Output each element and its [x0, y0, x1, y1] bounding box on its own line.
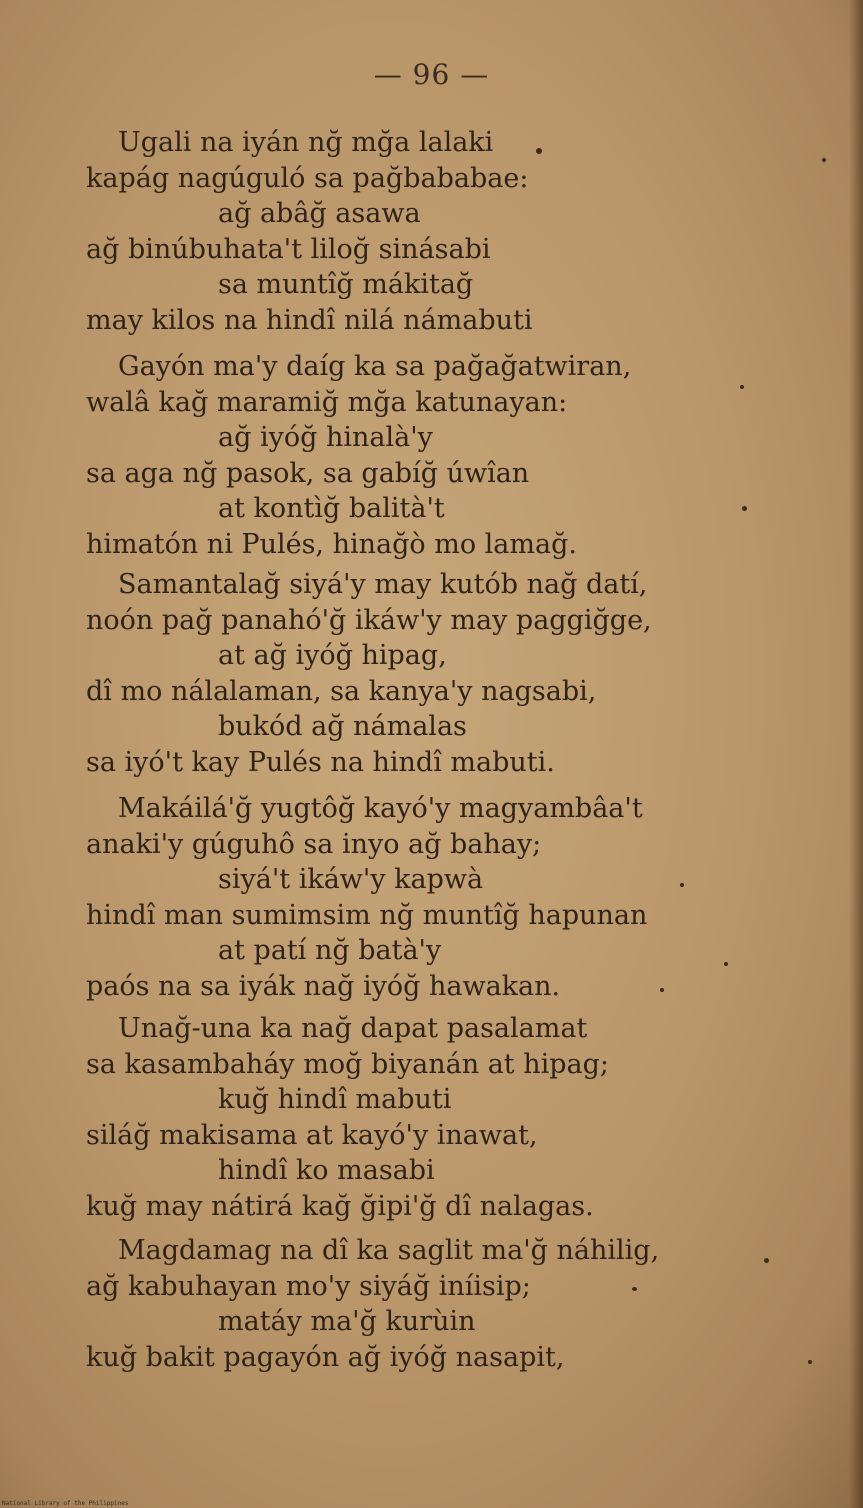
poem-line: ağ kabuhayan mo'y siyáğ iníisip;	[86, 1270, 531, 1302]
poem-line: sa aga nğ pasok, sa gabíğ úwîan	[86, 457, 530, 489]
poem-line: at kontìğ balità't	[218, 493, 445, 524]
poem-line: sa kasambaháy moğ biyanán at hipag;	[86, 1048, 610, 1080]
poem-line: kuğ hindî mabuti	[218, 1084, 452, 1115]
ink-speck	[740, 385, 744, 389]
ink-speck	[632, 1287, 637, 1291]
poem-line: hindî man sumimsim nğ muntîğ hapunan	[86, 899, 648, 931]
ink-speck	[742, 506, 747, 511]
poem-line: himatón ni Pulés, hinağò mo lamağ.	[86, 528, 577, 560]
poem-line: ağ iyóğ hinalà'y	[218, 422, 433, 453]
poem-line: dî mo nálalaman, sa kanya'y nagsabi,	[86, 675, 597, 707]
ink-speck	[822, 158, 826, 162]
poem-line: noón pağ panahó'ğ ikáw'y may paggiğge,	[86, 604, 652, 636]
footer-credit: National Library of the Philippines	[2, 1500, 129, 1507]
poem-line: bukód ağ námalas	[218, 711, 467, 742]
poem-line: hindî ko masabi	[218, 1155, 435, 1186]
poem-line: Samantalağ siyá'y may kutób nağ datí,	[118, 569, 648, 600]
poem-line: may kilos na hindî nilá námabuti	[86, 304, 533, 336]
poem-line: Magdamag na dî ka saglit ma'ğ náhilig,	[118, 1235, 660, 1266]
poem-line: siyá't ikáw'y kapwà	[218, 864, 484, 895]
poem-line: at ağ iyóğ hipag,	[218, 640, 447, 671]
ink-speck	[724, 962, 728, 966]
poem-line: ağ binúbuhata't liloğ sinásabi	[86, 233, 491, 265]
page-number: — 96 —	[373, 58, 490, 91]
poem-line: anaki'y gúguhô sa inyo ağ bahay;	[86, 828, 542, 860]
poem-line: paós na sa iyák nağ iyóğ hawakan.	[86, 970, 561, 1002]
ink-speck	[680, 883, 684, 887]
poem-line: sa muntîğ mákitağ	[218, 269, 474, 300]
poem-line: Unağ-una ka nağ dapat pasalamat	[118, 1013, 588, 1044]
ink-speck	[808, 1360, 812, 1364]
poem-line: kuğ may nátirá kağ ğipi'ğ dî nalagas.	[86, 1190, 594, 1222]
poem-line: walâ kağ maramiğ mğa katunayan:	[86, 386, 568, 418]
poem-line: ağ abâğ asawa	[218, 198, 421, 229]
poem-line: matáy ma'ğ kurùin	[218, 1306, 476, 1337]
poem-line: siláğ makisama at kayó'y inawat,	[86, 1119, 538, 1151]
poem-line: sa iyó't kay Pulés na hindî mabuti.	[86, 746, 555, 778]
poem-line: Gayón ma'y daíg ka sa pağağatwiran,	[118, 351, 632, 382]
poem-line: kapág nagúguló sa pağbababae:	[86, 162, 529, 194]
ink-speck	[660, 988, 664, 992]
poem-line: kuğ bakit pagayón ağ iyóğ nasapit,	[86, 1341, 565, 1373]
poem-line: at patí nğ batà'y	[218, 935, 442, 966]
poem-line: Makáilá'ğ yugtôğ kayó'y magyambâa't	[118, 793, 643, 824]
ink-speck	[536, 148, 542, 154]
page-edge-shadow	[849, 0, 863, 1508]
ink-speck	[764, 1258, 769, 1263]
poem-line: Ugali na iyán nğ mğa lalaki	[118, 127, 494, 158]
